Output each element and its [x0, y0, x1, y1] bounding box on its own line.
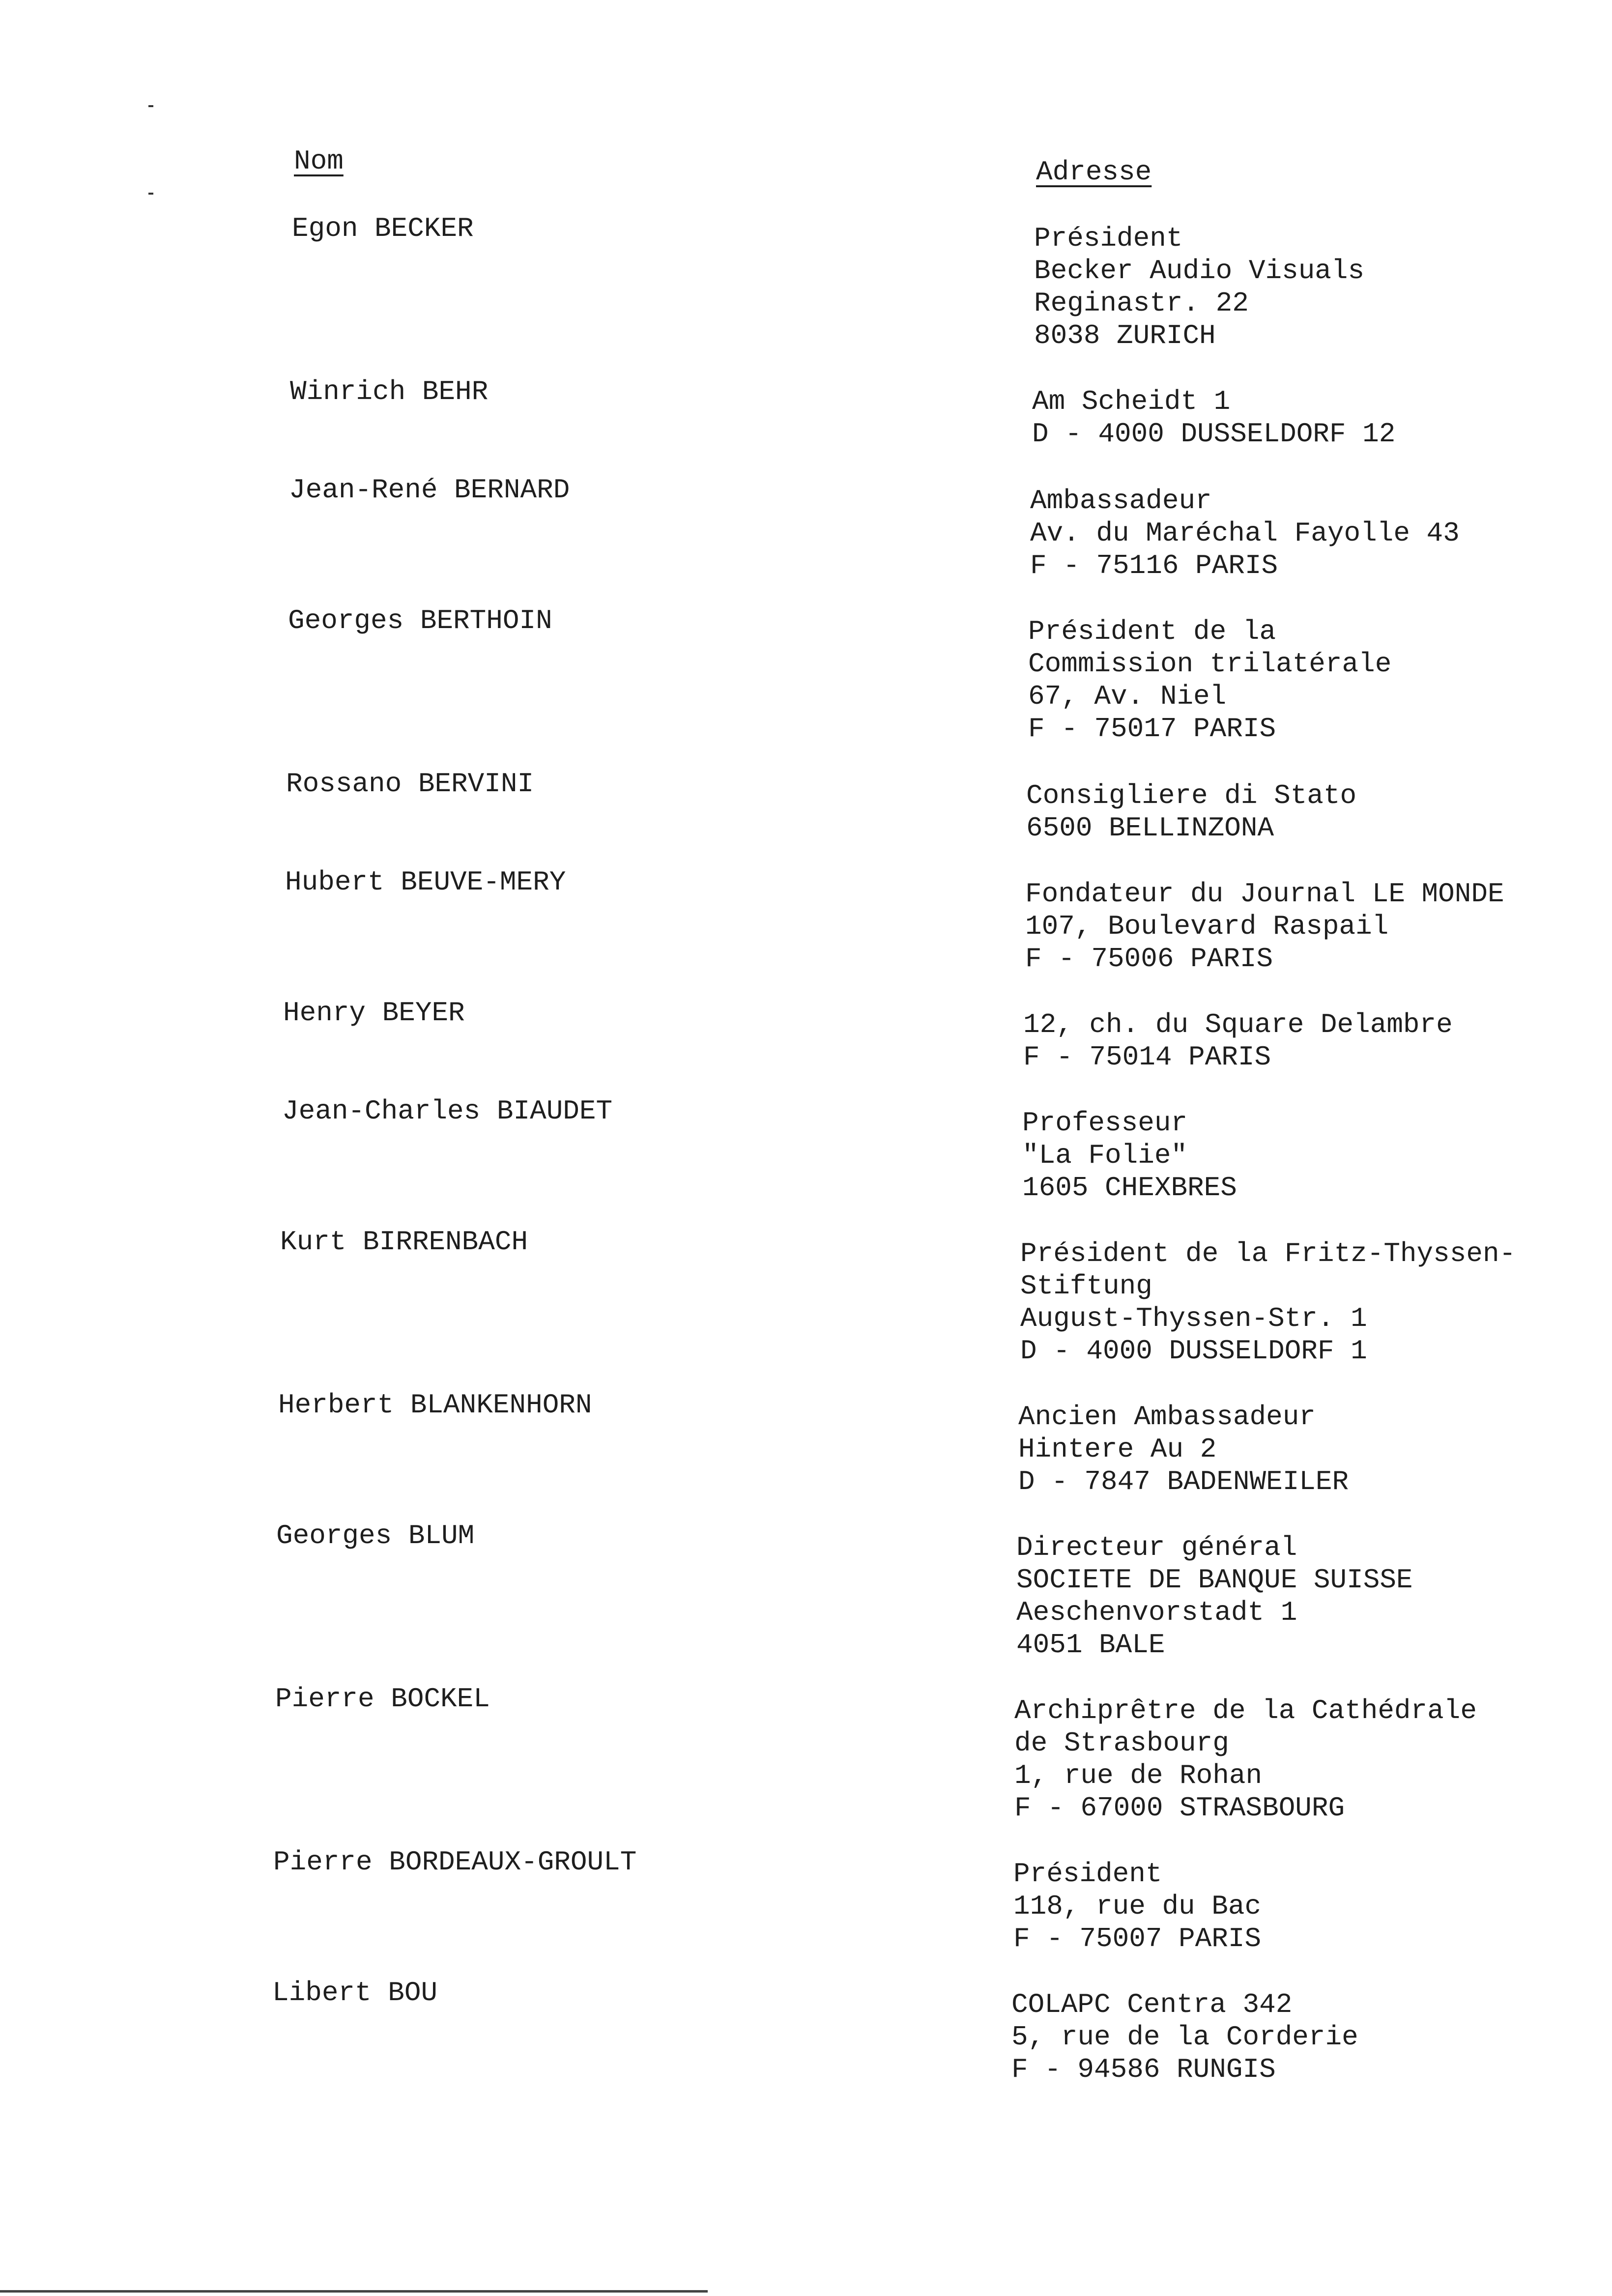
address-line: Aeschenvorstadt 1: [1016, 1597, 1297, 1628]
name-column-header: Nom: [294, 145, 344, 177]
address-line: F - 94586 RUNGIS: [1011, 2054, 1276, 2085]
address-line: 8038 ZURICH: [1034, 320, 1216, 351]
address-line: Fondateur du Journal LE MONDE: [1025, 878, 1504, 910]
address-line: F - 75017 PARIS: [1028, 713, 1276, 745]
address-line: Directeur général: [1016, 1532, 1297, 1563]
entry-name: Jean-Charles BIAUDET: [282, 1095, 613, 1127]
address-column-header: Adresse: [1036, 156, 1152, 188]
address-line: Président: [1034, 223, 1183, 254]
address-line: Reginastr. 22: [1034, 287, 1249, 319]
entry-address: [1032, 385, 1395, 450]
address-line: "La Folie": [1022, 1140, 1188, 1171]
address-line: F - 75006 PARIS: [1025, 943, 1273, 975]
address-line: Ambassadeur: [1030, 485, 1212, 517]
entry-name: Libert BOU: [272, 1977, 438, 2009]
entry-address: [1014, 1694, 1477, 1824]
entry-address: [1034, 222, 1364, 352]
margin-tick-mark: [148, 105, 153, 107]
address-line: 67, Av. Niel: [1028, 681, 1227, 712]
address-line: F - 75116 PARIS: [1030, 550, 1278, 581]
address-line: Commission trilatérale: [1028, 648, 1392, 680]
entry-name: Hubert BEUVE-MERY: [285, 866, 566, 898]
address-line: D - 4000 DUSSELDORF 1: [1020, 1335, 1367, 1367]
address-line: 12, ch. du Square Delambre: [1023, 1009, 1453, 1040]
entry-name: Rossano BERVINI: [286, 768, 534, 800]
entry-name: Winrich BEHR: [290, 376, 489, 407]
address-line: Stiftung: [1020, 1270, 1152, 1302]
address-line: Président: [1013, 1858, 1162, 1890]
entry-name: Pierre BORDEAUX-GROULT: [273, 1846, 637, 1878]
address-line: F - 67000 STRASBOURG: [1014, 1792, 1345, 1824]
address-line: Archiprêtre de la Cathédrale: [1014, 1695, 1477, 1726]
address-line: Président de la Fritz-Thyssen-: [1020, 1238, 1516, 1269]
entry-address: [1023, 1008, 1453, 1073]
entry-address: [1016, 1531, 1413, 1661]
entry-address: [1028, 615, 1391, 745]
entry-name: Herbert BLANKENHORN: [278, 1389, 592, 1421]
entry-address: [1018, 1401, 1349, 1498]
entry-name: Georges BERTHOIN: [288, 605, 552, 636]
address-line: 118, rue du Bac: [1013, 1891, 1262, 1922]
address-line: August-Thyssen-Str. 1: [1020, 1303, 1367, 1334]
entry-address: [1026, 779, 1356, 844]
address-line: Consigliere di Stato: [1026, 780, 1357, 811]
entry-name: Pierre BOCKEL: [275, 1683, 490, 1715]
address-line: de Strasbourg: [1014, 1727, 1229, 1759]
address-line: Professeur: [1022, 1107, 1188, 1139]
margin-tick-mark: [148, 193, 153, 195]
address-line: 1605 CHEXBRES: [1022, 1172, 1237, 1204]
entry-name: Jean-René BERNARD: [289, 474, 570, 506]
address-line: F - 75014 PARIS: [1023, 1041, 1271, 1073]
address-line: Becker Audio Visuals: [1034, 255, 1365, 287]
address-line: Av. du Maréchal Fayolle 43: [1030, 517, 1460, 549]
address-line: Hintere Au 2: [1018, 1434, 1217, 1465]
entry-address: [1030, 485, 1460, 582]
address-line: 5, rue de la Corderie: [1011, 2021, 1358, 2053]
entry-name: Kurt BIRRENBACH: [280, 1226, 528, 1258]
address-line: Ancien Ambassadeur: [1018, 1401, 1316, 1433]
address-line: 1, rue de Rohan: [1014, 1760, 1263, 1791]
footer-rule: [0, 2290, 708, 2293]
entry-address: [1011, 1988, 1358, 2086]
address-line: COLAPC Centra 342: [1011, 1989, 1293, 2020]
entry-address: [1025, 878, 1504, 975]
entry-name: Georges BLUM: [276, 1520, 475, 1551]
address-line: 6500 BELLINZONA: [1026, 812, 1274, 844]
address-line: Am Scheidt 1: [1032, 386, 1231, 417]
address-line: 107, Boulevard Raspail: [1025, 911, 1389, 942]
entry-name: Henry BEYER: [283, 997, 465, 1029]
entry-address: [1013, 1858, 1261, 1955]
address-line: SOCIETE DE BANQUE SUISSE: [1016, 1564, 1413, 1596]
address-line: 4051 BALE: [1016, 1629, 1165, 1661]
address-line: F - 75007 PARIS: [1013, 1923, 1262, 1954]
entry-name: Egon BECKER: [292, 213, 474, 244]
address-line: D - 4000 DUSSELDORF 12: [1032, 418, 1396, 450]
address-line: D - 7847 BADENWEILER: [1018, 1466, 1349, 1497]
address-line: Président de la: [1028, 616, 1276, 647]
entry-address: [1022, 1107, 1237, 1204]
entry-address: [1020, 1237, 1516, 1367]
